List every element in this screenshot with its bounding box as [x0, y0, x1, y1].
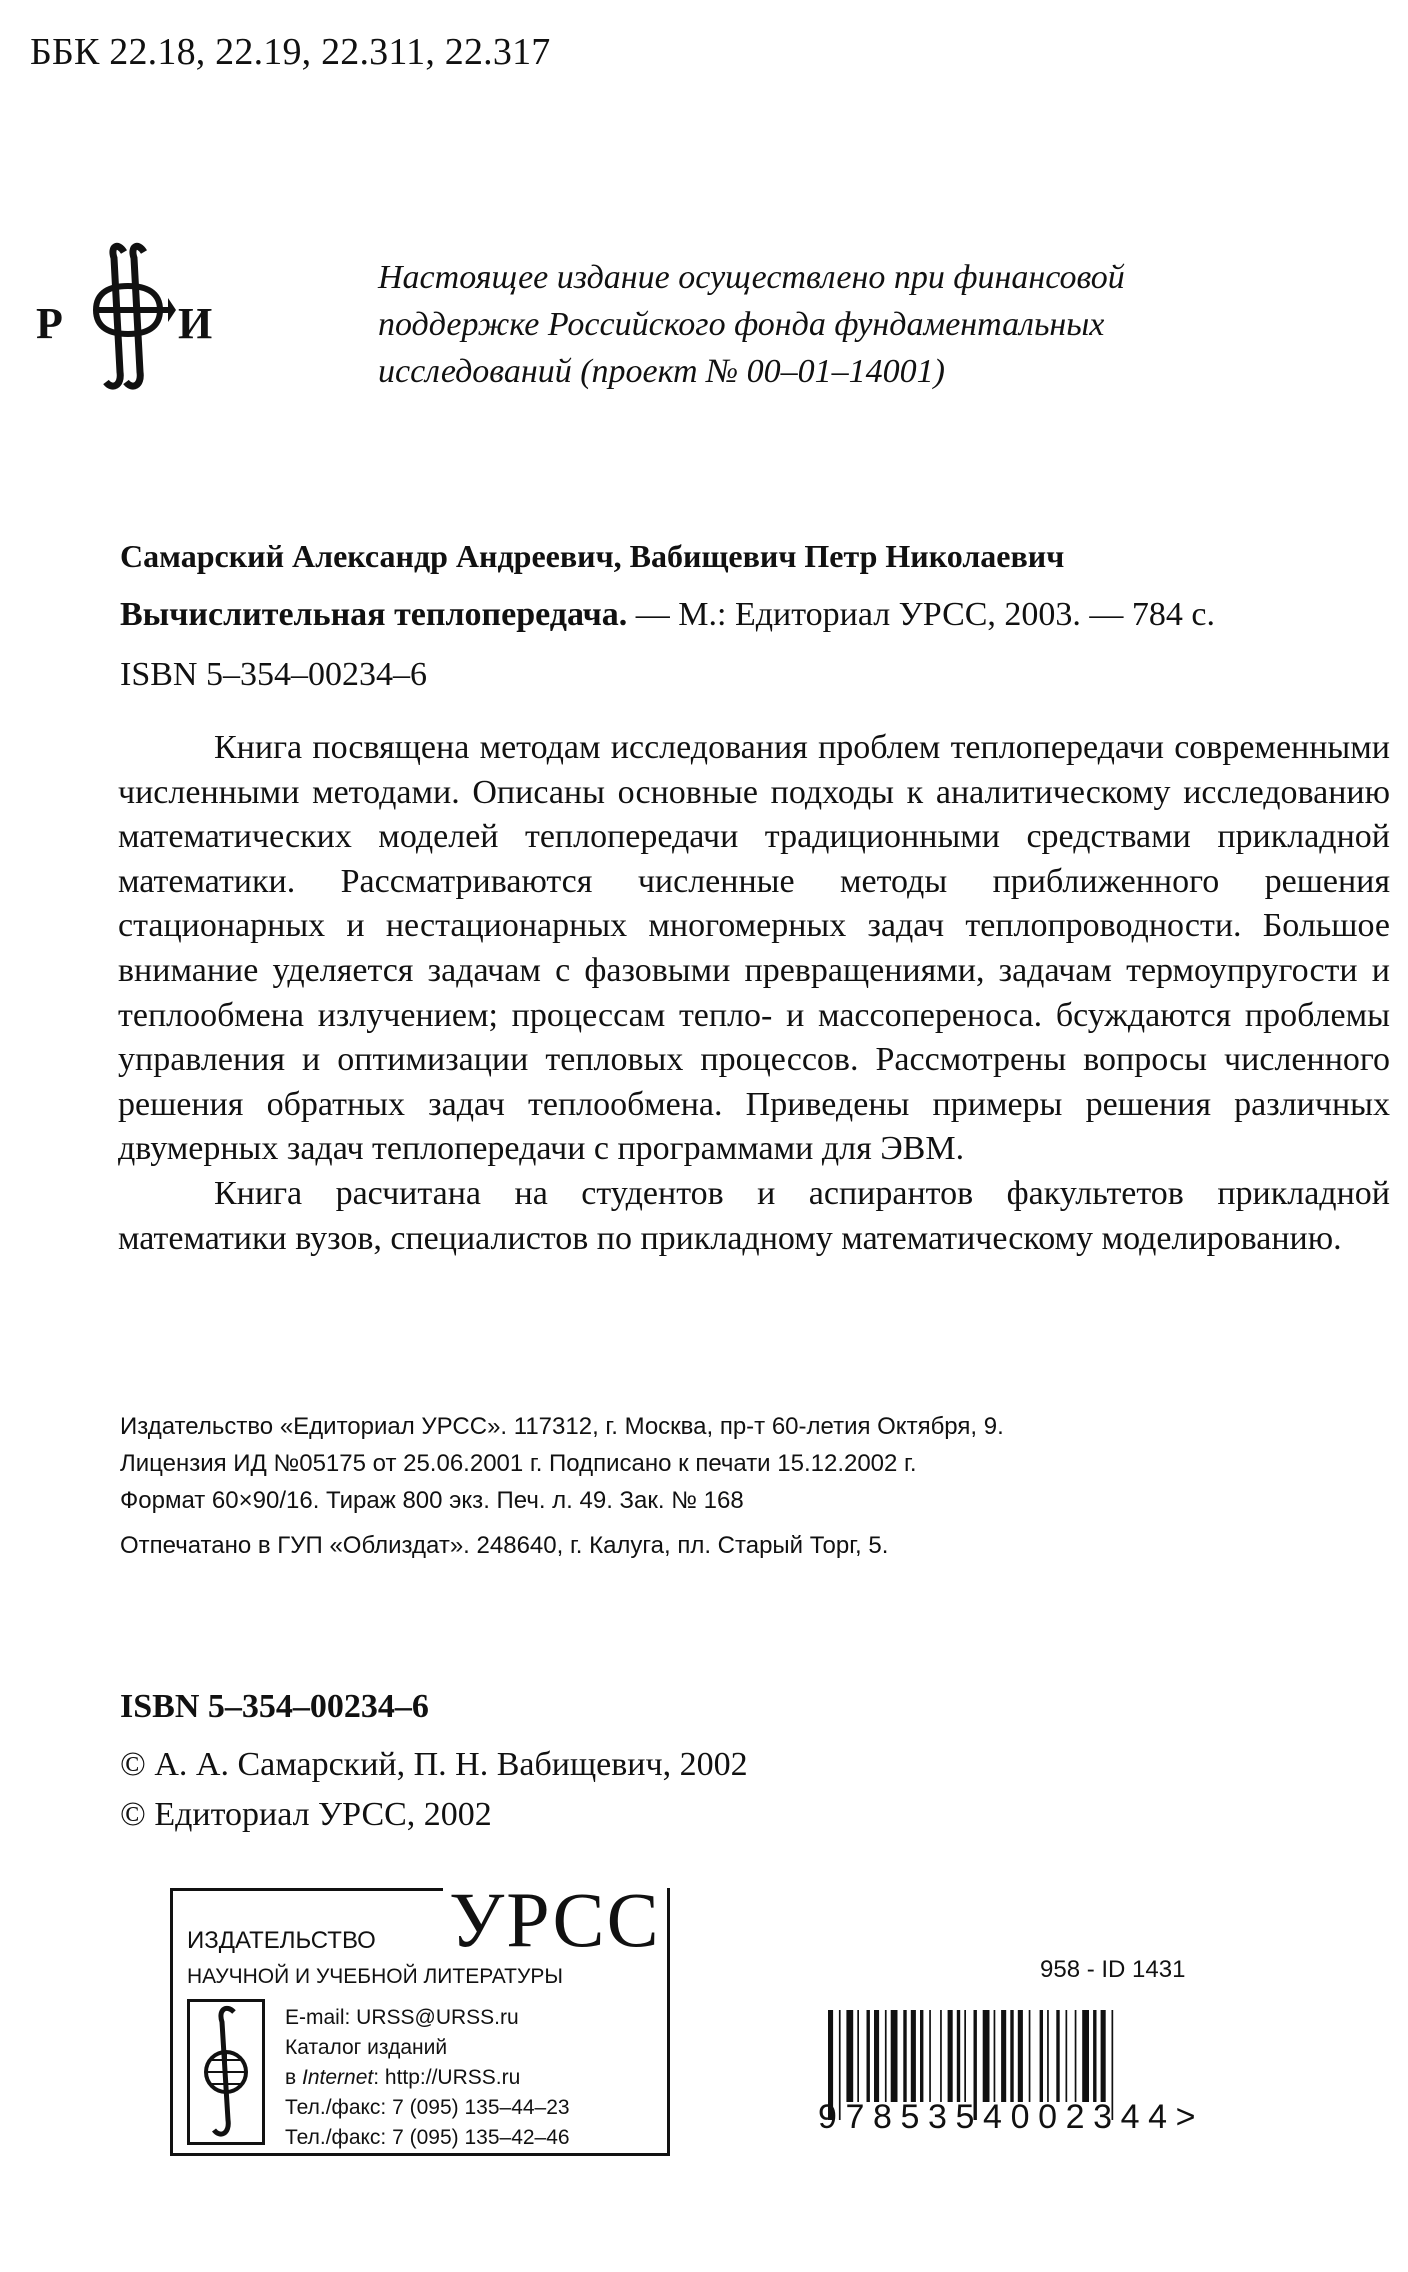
publisher-emblem-icon [187, 1999, 265, 2145]
book-abstract [118, 726, 1390, 1261]
publisher-name: УРСС [443, 1875, 667, 1965]
barcode-bar [885, 2010, 887, 2102]
barcode-bar [1056, 2010, 1059, 2102]
imprint-line: Издательство «Едиториал УРСС». 117312, г. Москва, пр-т 60-летия Октября, 9. [120, 1413, 1004, 1440]
barcode-bar [994, 2010, 996, 2102]
barcode-bar [957, 2010, 960, 2102]
barcode-bar [857, 2010, 859, 2102]
funding-note-line: поддержке Российского фонда фундаментальных [378, 306, 1105, 343]
publisher-catalog: Каталог изданий [285, 2036, 448, 2059]
abstract-paragraph: Книга расчитана на студентов и аспирантов факультетов прикладной математики вузов, специалистов по прикладному математическому моделированию. [118, 1174, 1390, 1257]
barcode-bar [1018, 2010, 1023, 2102]
publisher-phone: Тел./факс: 7 (095) 135–42–46 [285, 2126, 570, 2149]
publisher-contacts [285, 2003, 570, 2153]
imprint-block [120, 1408, 1370, 1564]
barcode-bar [964, 2010, 966, 2102]
barcode-bar [1040, 2010, 1043, 2102]
barcode-bar [1093, 2010, 1096, 2102]
publisher-email: E-mail: URSS@URSS.ru [285, 2006, 519, 2029]
barcode-bar [846, 2010, 853, 2102]
book-authors: Самарский Александр Андреевич, Вабищевич Петр Николаевич [120, 538, 1065, 574]
barcode-bar [920, 2010, 923, 2102]
rffi-logo-mark [88, 240, 178, 390]
barcode-bar [1082, 2010, 1089, 2102]
book-title-line [120, 596, 1215, 634]
imprint-line: Формат 60×90/16. Тираж 800 экз. Печ. л. 49. Зак. № 168 [120, 1487, 744, 1514]
rffi-logo-letter-left: Р [36, 299, 63, 348]
copyright-authors: © А. А. Самарский, П. Н. Вабищевич, 2002 [120, 1746, 748, 1783]
barcode-bar [1101, 2010, 1106, 2102]
publisher-phone: Тел./факс: 7 (095) 135–44–23 [285, 2096, 570, 2119]
barcode-bar [948, 2010, 953, 2102]
barcode-bar [1010, 2010, 1013, 2102]
rffi-logo-letter-right: И [178, 299, 213, 348]
barcode-number: 9785354002344> [818, 2098, 1205, 2136]
publisher-box [170, 1876, 670, 2156]
rffi-logo [28, 240, 268, 390]
funding-note-line: исследований (проект № 00–01–14001) [378, 353, 945, 390]
bbk-classification: ББК 22.18, 22.19, 22.311, 22.317 [30, 31, 551, 73]
funding-note [378, 254, 1258, 395]
isbn-line: ISBN 5–354–00234–6 [120, 656, 427, 693]
barcode-bar [983, 2010, 990, 2102]
imprint-line: Отпечатано в ГУП «Облиздат». 248640, г. Калуга, пл. Старый Торг, 5. [120, 1532, 889, 1559]
barcode-bar [911, 2010, 916, 2102]
publisher-subtitle: НАУЧНОЙ И УЧЕБНОЙ ЛИТЕРАТУРЫ [187, 1965, 563, 1988]
barcode-id: 958 - ID 1431 [1040, 1956, 1186, 1983]
isbn-bold: ISBN 5–354–00234–6 [120, 1688, 429, 1725]
barcode-bar [867, 2010, 870, 2102]
barcode-bar [1047, 2010, 1049, 2102]
book-title: Вычислительная теплопередача. [120, 596, 628, 633]
abstract-paragraph: Книга посвящена методам исследования проблем теплопередачи современными численными методами. Описаны основные подходы к аналитическому исследованию математических моделей теплопередачи традиционными средствами прикладной математики. Рассматриваются численные методы приближенного решения стационарных и нестационарных многомерных задач теплопроводности. Большое внимание уделяется задачам с фазовыми превращениями, задачам термоупругости и теплообмена излучением; процессам тепло- и массопереноса. бсуждаются проблемы управления и оптимизации тепловых процессов. Рассмотрены вопросы численного решения обратных задач теплообмена. Приведены примеры решения различных двумерных задач теплопередачи с программами для ЭВМ. [118, 729, 1390, 1168]
barcode-bar [874, 2010, 879, 2102]
barcode-bar [903, 2010, 906, 2102]
funding-note-line: Настоящее издание осуществлено при финансовой [378, 259, 1125, 296]
barcode-bar [940, 2010, 942, 2102]
barcode-bar [929, 2010, 931, 2102]
barcode-bar [891, 2010, 898, 2102]
barcode-bar [1066, 2010, 1068, 2102]
barcode-bar [1001, 2010, 1006, 2102]
barcode-bar [1075, 2010, 1077, 2102]
publisher-website: в Internet: http://URSS.ru [285, 2066, 521, 2089]
publication-info: — М.: Едиториал УРСС, 2003. — 784 с. [627, 596, 1216, 633]
copyright-publisher: © Едиториал УРСС, 2002 [120, 1796, 492, 1833]
publisher-label: ИЗДАТЕЛЬСТВО [187, 1927, 376, 1954]
imprint-line: Лицензия ИД №05175 от 25.06.2001 г. Подписано к печати 15.12.2002 г. [120, 1450, 917, 1477]
barcode-bar [1029, 2010, 1031, 2102]
barcode-arrow: > [1175, 2098, 1205, 2136]
